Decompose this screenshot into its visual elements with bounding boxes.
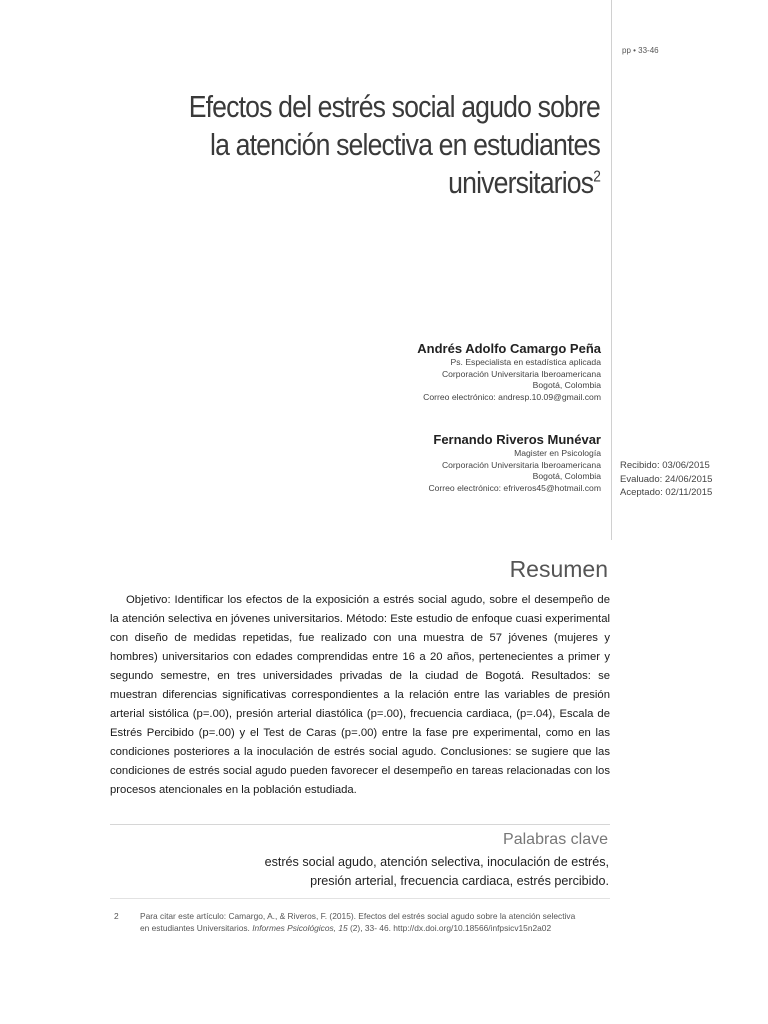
date-evaluated: Evaluado: 24/06/2015 [620, 473, 713, 485]
keywords-heading: Palabras clave [503, 831, 608, 848]
author-email[interactable]: Correo electrónico: andresp.10.09@gmail.com [423, 391, 601, 402]
author-degree: Ps. Especialista en estadística aplicada [450, 357, 601, 367]
page-range: pp • 33-46 [622, 46, 659, 55]
article-dates [620, 459, 712, 500]
footnote-divider [110, 898, 610, 899]
title-line-2: la atención selectiva en estudiantes [210, 127, 600, 162]
footnote-volume: 15 [338, 923, 348, 933]
footnote-journal: Informes Psicológicos, [252, 923, 336, 933]
keywords-line-1: estrés social agudo, atención selectiva, inoculación de estrés, [264, 855, 609, 869]
keywords-line-2: presión arterial, frecuencia cardiaca, estrés percibido. [310, 874, 609, 888]
abstract-text: Objetivo: Identificar los efectos de la exposición a estrés social agudo, sobre el desempeño de la atención selectiva en jóvenes universitarios. Método: Este estudio de enfoque cuasi experimental con diseño de medidas repetidas, fue realizado con una muestra de 57 jóvenes (mujeres y hombres) universitarios con edades comprendidas entre 16 a 20 años, pertenecientes a primer y segundo semestre, en tres universidades privadas de la ciudad de Bogotá. Resultados: se muestran diferencias significativas correspondientes a la relación entre las variables de presión arterial sistólica (p=.00), presión arterial diastólica (p=.00), frecuencia cardiaca, (p=.04), Escala de Estrés Percibido (p=.00) y el Test de Caras (p=.00) entre la fase pre experimental, como en las condiciones posteriores a la inoculación de estrés social agudo. Conclusiones: se sugiere que las condiciones de estrés social agudo pueden favorecer el desempeño en tareas relacionadas con los procesos atencionales en la población estudiada. [110, 594, 610, 796]
footnote-line-1: Para citar este artículo: Camargo, A., & Riveros, F. (2015). Efectos del estrés social agudo sobre la atención selectiva [140, 911, 576, 921]
author-location: Bogotá, Colombia [532, 471, 601, 481]
footnote-mark: 2 [114, 911, 119, 921]
title-line-3 [153, 164, 600, 202]
author-location: Bogotá, Colombia [532, 380, 601, 390]
author-name: Andrés Adolfo Camargo Peña [417, 341, 601, 356]
title-line-3-text: universitarios [448, 165, 594, 200]
date-accepted: Aceptado: 02/11/2015 [620, 487, 713, 498]
footnote-line-2-pre: en estudiantes Universitarios. [140, 923, 250, 933]
author-block-1 [181, 341, 601, 403]
author-degree: Magister en Psicología [514, 448, 601, 458]
citation-footnote [114, 910, 624, 934]
footnote-doi[interactable]: (2), 33- 46. http://dx.doi.org/10.18566/infpsicv15n2a02 [349, 923, 552, 933]
author-institution: Corporación Universitaria Iberoamericana [441, 459, 601, 470]
article-title [153, 88, 600, 202]
keywords-divider [110, 824, 610, 825]
author-block-2 [181, 432, 601, 494]
abstract-heading: Resumen [509, 556, 608, 582]
date-received: Recibido: 03/06/2015 [620, 460, 710, 471]
author-name: Fernando Riveros Munévar [433, 432, 601, 447]
author-email[interactable]: Correo electrónico: efriveros45@hotmail.com [428, 482, 601, 493]
author-institution: Corporación Universitaria Iberoamericana [441, 368, 601, 379]
footnote-line-2 [114, 922, 624, 934]
title-line-1: Efectos del estrés social agudo sobre [188, 89, 600, 124]
margin-divider-line [611, 0, 612, 540]
keywords-list [109, 853, 609, 891]
title-footnote-mark[interactable]: 2 [593, 168, 600, 186]
